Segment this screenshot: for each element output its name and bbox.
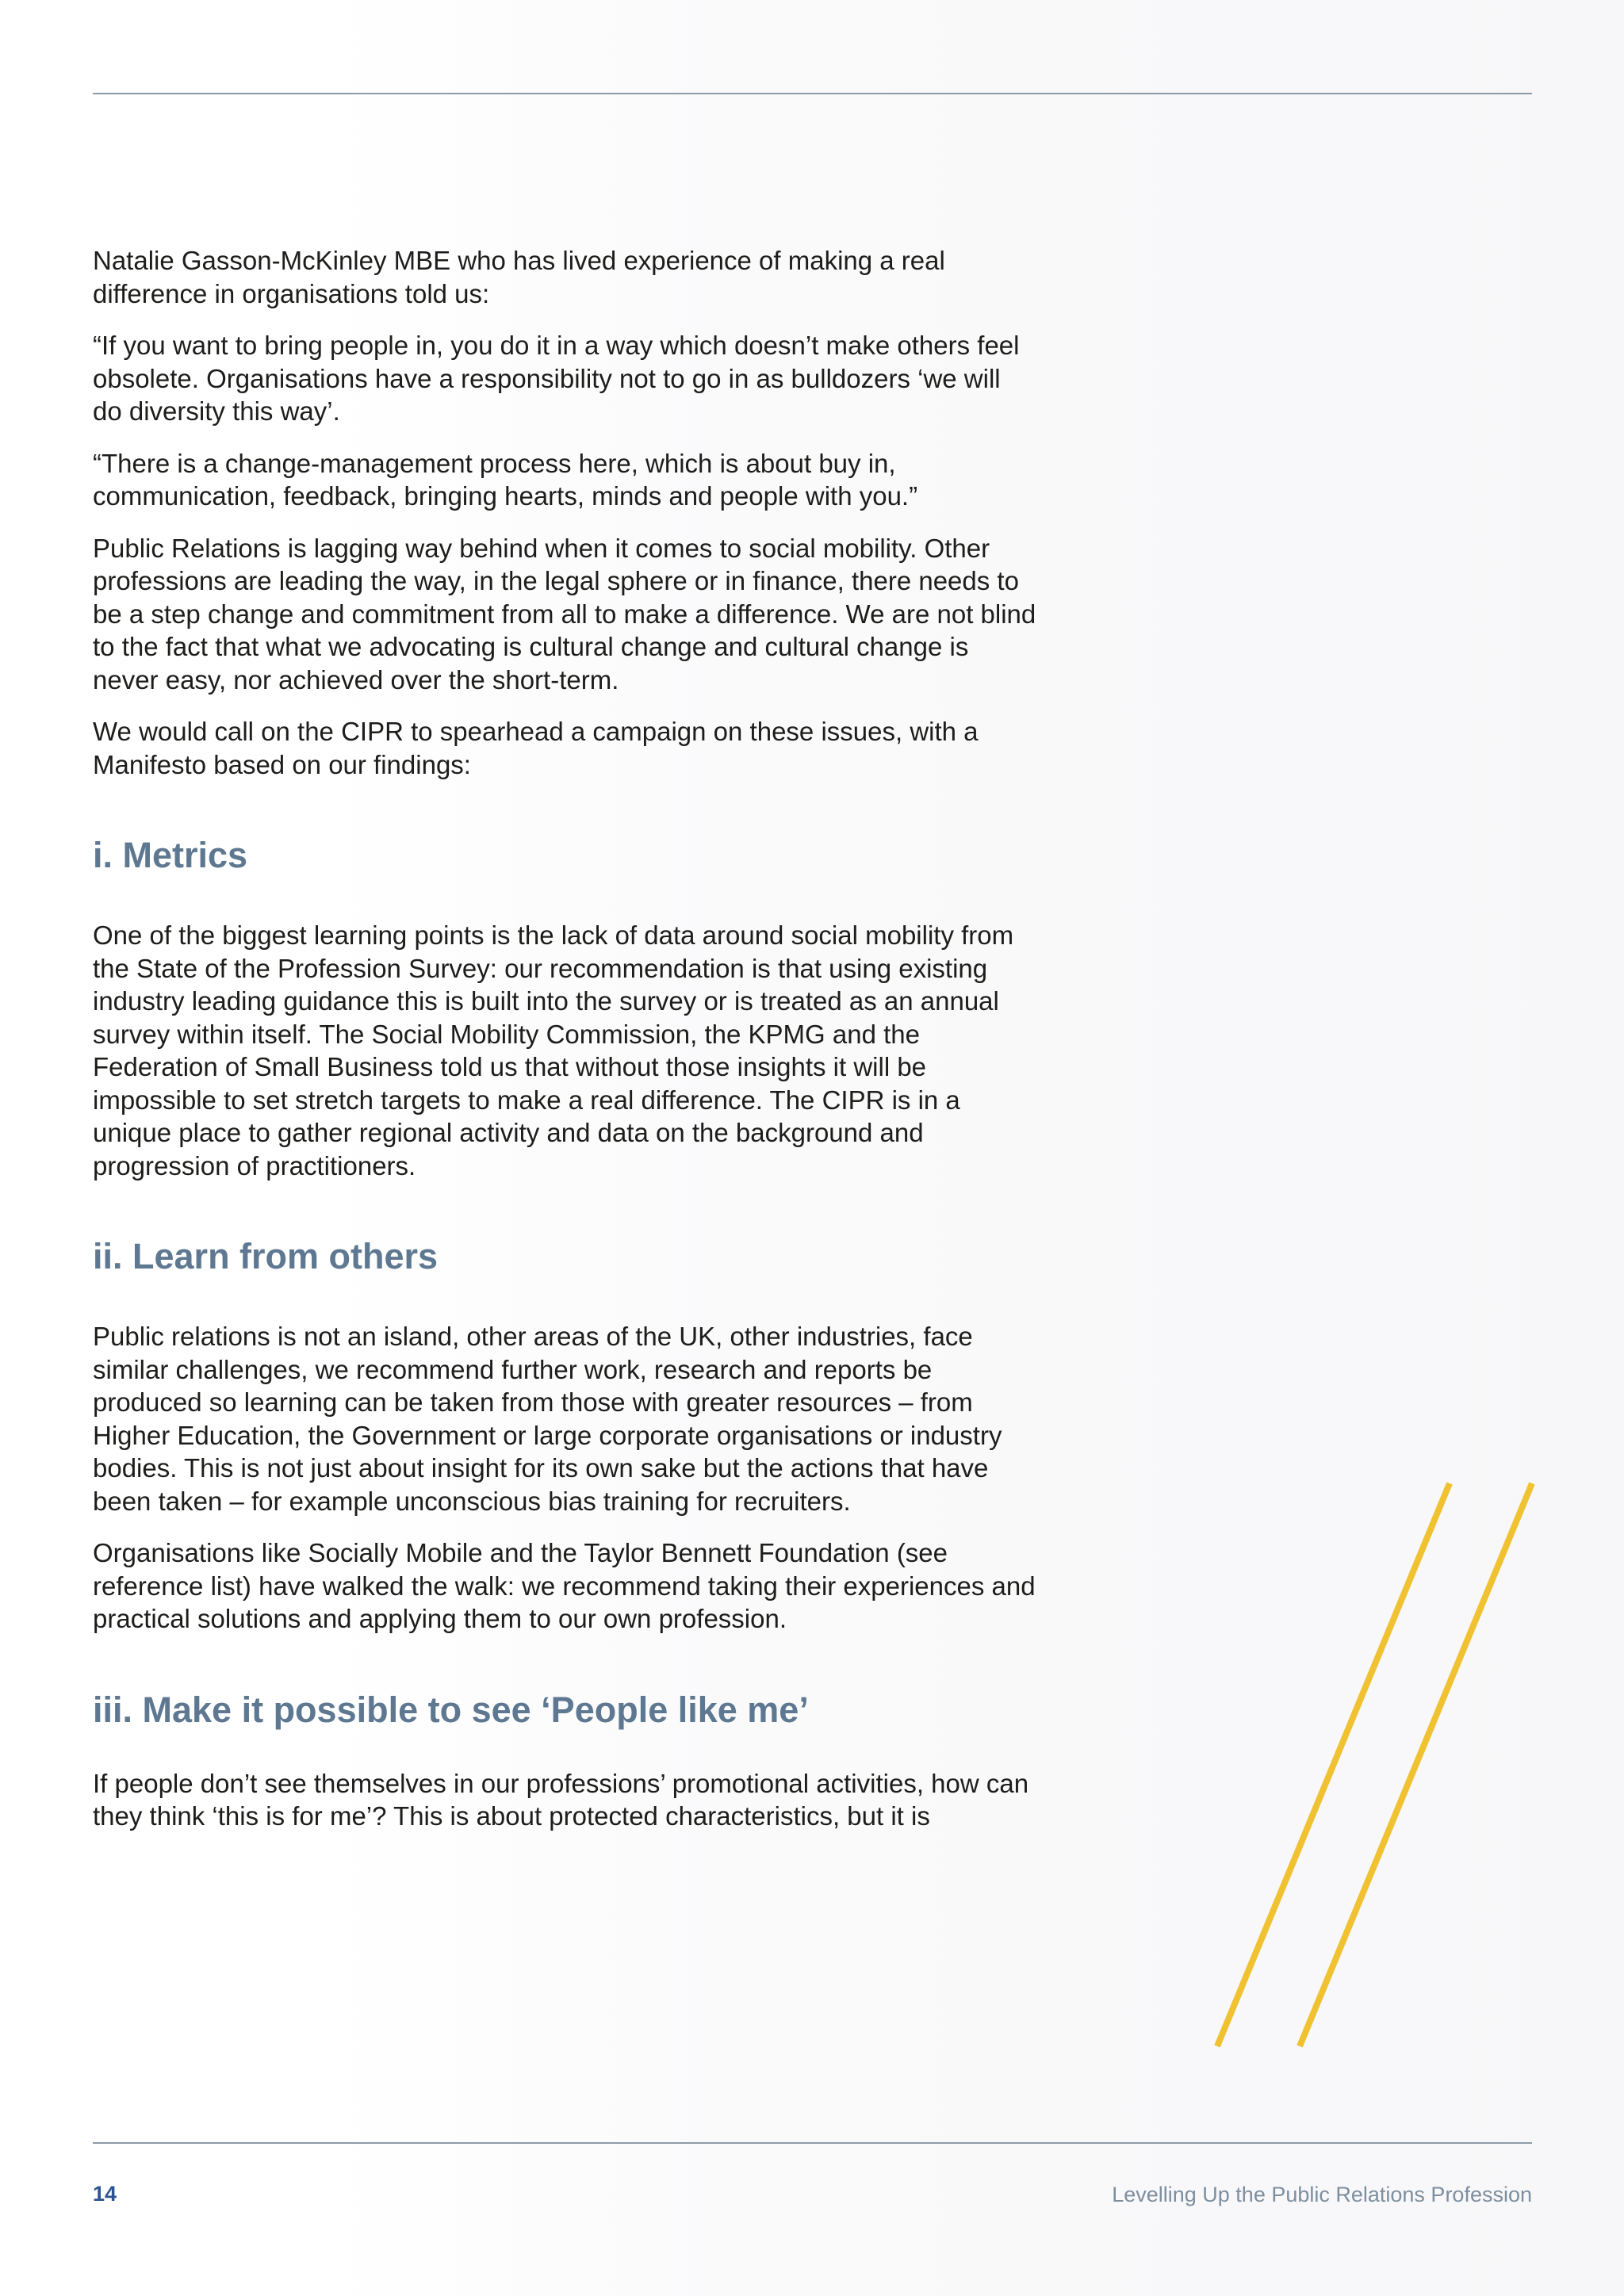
publication-title: Levelling Up the Public Relations Profession <box>1112 2183 1532 2206</box>
page-number: 14 <box>93 2182 117 2206</box>
intro-quote-1: “If you want to bring people in, you do it in a way which doesn’t make others feel obsolete. Organisations have a responsibility not to go in as bulldozers ‘we will do diversity this way’. <box>93 331 1020 426</box>
intro-paragraph-5: We would call on the CIPR to spearhead a campaign on these issues, with a Manifesto based on our findings: <box>93 717 979 779</box>
section-people-paragraph: If people don’t see themselves in our professions’ promotional activities, how can they think ‘this is for me’? This is about protected characteristics, but it is <box>93 1768 1029 1831</box>
footer-rule <box>93 2142 1532 2144</box>
intro-paragraph-4: Public Relations is lagging way behind when it comes to social mobility. Other professions are leading the way, in the legal sphere or in finance, there needs to be a step change and commitment from all to make a difference. We are not blind to the fact that what we advocating is cultural change and cultural change is never easy, nor achieved over the short-term. <box>93 533 1036 695</box>
section-learn-paragraph-1: Public relations is not an island, other areas of the UK, other industries, face similar challenges, we recommend further work, research and reports be produced so learning can be taken from those with greater resources – from Higher Education, the Government or large corporate organisations or industry bodies. This is not just about insight for its own sake but the actions that have been taken – for example unconscious bias training for recruiters. <box>93 1322 1002 1516</box>
section-metrics-paragraph: One of the biggest learning points is the lack of data around social mobility from the State of the Profession Survey: our recommendation is that using existing industry leading guidance this is built into the survey or is treated as an annual survey within itself. The Social Mobility Commission, the KPMG and the Federation of Small Business told us that without those insights it will be impossible to set stretch targets to make a real difference. The CIPR is in a unique place to gather regional activity and data on the background and progression of practitioners. <box>93 920 1014 1181</box>
section-heading-learn-from-others: ii. Learn from others <box>93 1236 439 1276</box>
section-learn-paragraph-2: Organisations like Socially Mobile and the Taylor Bennett Foundation (see reference list) have walked the walk: we recommend taking their experiences and practical solutions and applying them to our own profession. <box>93 1538 1036 1633</box>
section-heading-metrics: i. Metrics <box>93 835 248 875</box>
intro-quote-2: “There is a change-management process here, which is about buy in, communication, feedback, bringing hearts, minds and people with you.” <box>93 448 918 511</box>
section-heading-people-like-me: iii. Make it possible to see ‘People like me’ <box>93 1689 809 1730</box>
intro-paragraph-1: Natalie Gasson-McKinley MBE who has lived experience of making a real difference in organisations told us: <box>93 246 945 308</box>
